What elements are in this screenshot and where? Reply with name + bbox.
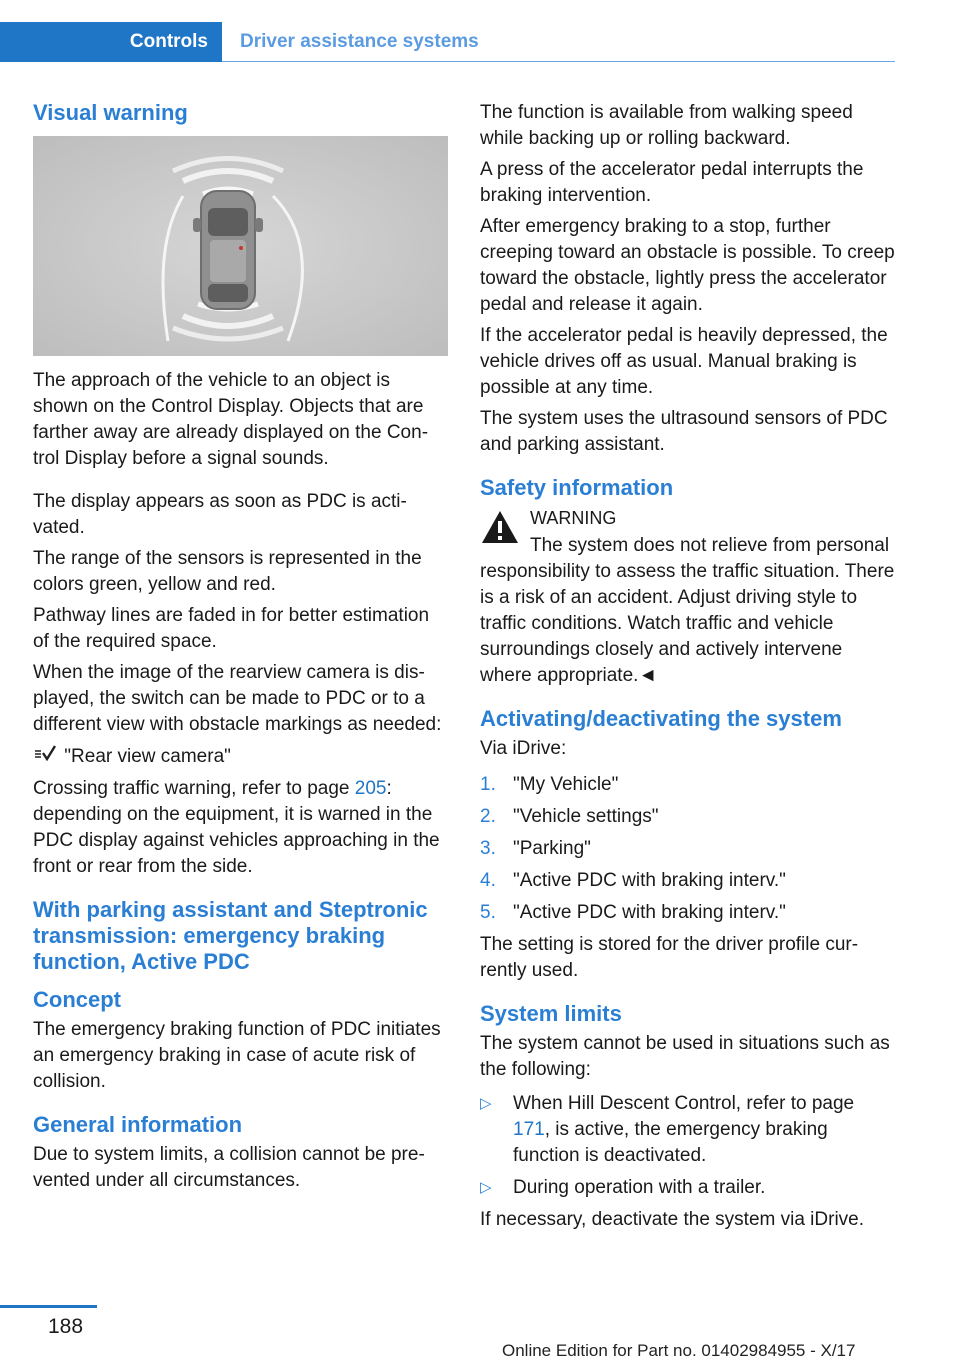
limit-item-trailer: ▷ During operation with a trailer.: [480, 1175, 895, 1201]
page-link-205[interactable]: 205: [354, 778, 387, 799]
visual-warning-heading: Visual warning: [33, 100, 188, 125]
paragraph-general: Due to system limits, a collision cannot be prevented under all circumstances.: [33, 1144, 425, 1191]
paragraph-sensor-range: The range of the sensors is represented in the colors green, yellow and red.: [33, 548, 422, 595]
pdc-display-illustration: [33, 136, 448, 356]
edition-footer: Online Edition for Part no. 01402984955 - X/17: [502, 1341, 856, 1360]
warning-triangle-icon: [480, 509, 520, 545]
paragraph-rearview-switch: When the image of the rearview camera is displayed, the switch can be made to PDC or to a different view with obstacle markings as needed:: [33, 662, 442, 735]
limit-item-hill-descent: ▷ When Hill Descent Control, refer to page 171, is active, the emergency braking function is deactivated.: [480, 1093, 855, 1166]
step-item: 3. "Parking": [480, 838, 591, 859]
page-header: [0, 22, 895, 62]
left-column: [33, 100, 448, 1199]
via-idrive-label: Via iDrive:: [480, 738, 567, 759]
paragraph-ultrasound: The system uses the ultrasound sensors of PDC and parking assistant.: [480, 408, 888, 455]
paragraph-heavy-depress: If the accelerator pedal is heavily depressed, the vehicle drives off as usual. Manual braking is possible at any time.: [480, 325, 888, 398]
triangle-bullet-icon: ▷: [480, 1095, 492, 1112]
paragraph-limits-intro: The system cannot be used in situations such as the following:: [480, 1033, 890, 1080]
activating-heading: Activating/deactivating the system: [480, 706, 842, 731]
warning-block: [480, 505, 895, 531]
concept-heading: Concept: [33, 987, 121, 1012]
idrive-steps-list: [480, 772, 895, 926]
paragraph-pathway-lines: Pathway lines are faded in for better estimation of the required space.: [33, 605, 430, 652]
paragraph-crossing-traffic: Crossing traffic warning, refer to page 205: depending on the equipment, it is warned in the PDC display against vehicles approaching in the front or rear from the side.: [33, 778, 440, 877]
step-item: 1. "My Vehicle": [480, 774, 619, 795]
paragraph-walking-speed: The function is available from walking speed while backing up or rolling backward.: [480, 102, 853, 149]
emergency-braking-heading: With parking assistant and Steptronic transmission: emergency braking function, Active PDC: [33, 897, 428, 974]
warning-text: The system does not relieve from personal responsibility to assess the traffic situation. There is a risk of an accident. Adjust driving style to traffic conditions. Watch traffic and vehicle surroundings closely and actively intervene where appropriate.◄: [480, 535, 895, 686]
triangle-bullet-icon: ▷: [480, 1179, 492, 1196]
step-item: 4. "Active PDC with braking interv.": [480, 870, 786, 891]
paragraph-creeping: After emergency braking to a stop, further creeping toward an obstacle is possible. To creep toward the obstacle, lightly press the accelerator pedal and release it again.: [480, 216, 895, 315]
step-item: 5. "Active PDC with braking interv.": [480, 902, 786, 923]
paragraph-approach: The approach of the vehicle to an object is shown on the Control Display. Objects that are farther away are already displayed on the Control Display before a signal sounds.: [33, 370, 429, 469]
footer-rule: [0, 1305, 97, 1308]
paragraph-display-appears: The display appears as soon as PDC is activated.: [33, 491, 407, 538]
paragraph-accelerator-interrupt: A press of the accelerator pedal interrupts the braking intervention.: [480, 159, 864, 206]
general-information-heading: General information: [33, 1112, 243, 1137]
warning-title: WARNING: [530, 508, 617, 528]
step-item: 2. "Vehicle settings": [480, 806, 659, 827]
header-rule: [222, 61, 895, 62]
tab-controls[interactable]: Controls: [0, 22, 222, 62]
limits-list: [480, 1091, 895, 1201]
system-limits-heading: System limits: [480, 1001, 622, 1026]
tab-driver-assistance[interactable]: Driver assistance systems: [240, 31, 479, 52]
rear-view-camera-item: [33, 743, 448, 771]
paragraph-setting-stored: The setting is stored for the driver profile currently used.: [480, 934, 859, 981]
page-number: 188: [48, 1315, 84, 1338]
paragraph-deactivate: If necessary, deactivate the system via iDrive.: [480, 1209, 865, 1230]
pdc-car-graphic: [33, 136, 448, 356]
rear-camera-icon: [33, 743, 59, 771]
paragraph-concept: The emergency braking function of PDC initiates an emergency braking in case of acute risk of collision.: [33, 1019, 441, 1092]
safety-information-heading: Safety information: [480, 475, 674, 500]
page-link-171[interactable]: 171: [513, 1119, 545, 1140]
right-column: [480, 100, 895, 1238]
rear-view-camera-label: "Rear view camera": [64, 746, 231, 768]
